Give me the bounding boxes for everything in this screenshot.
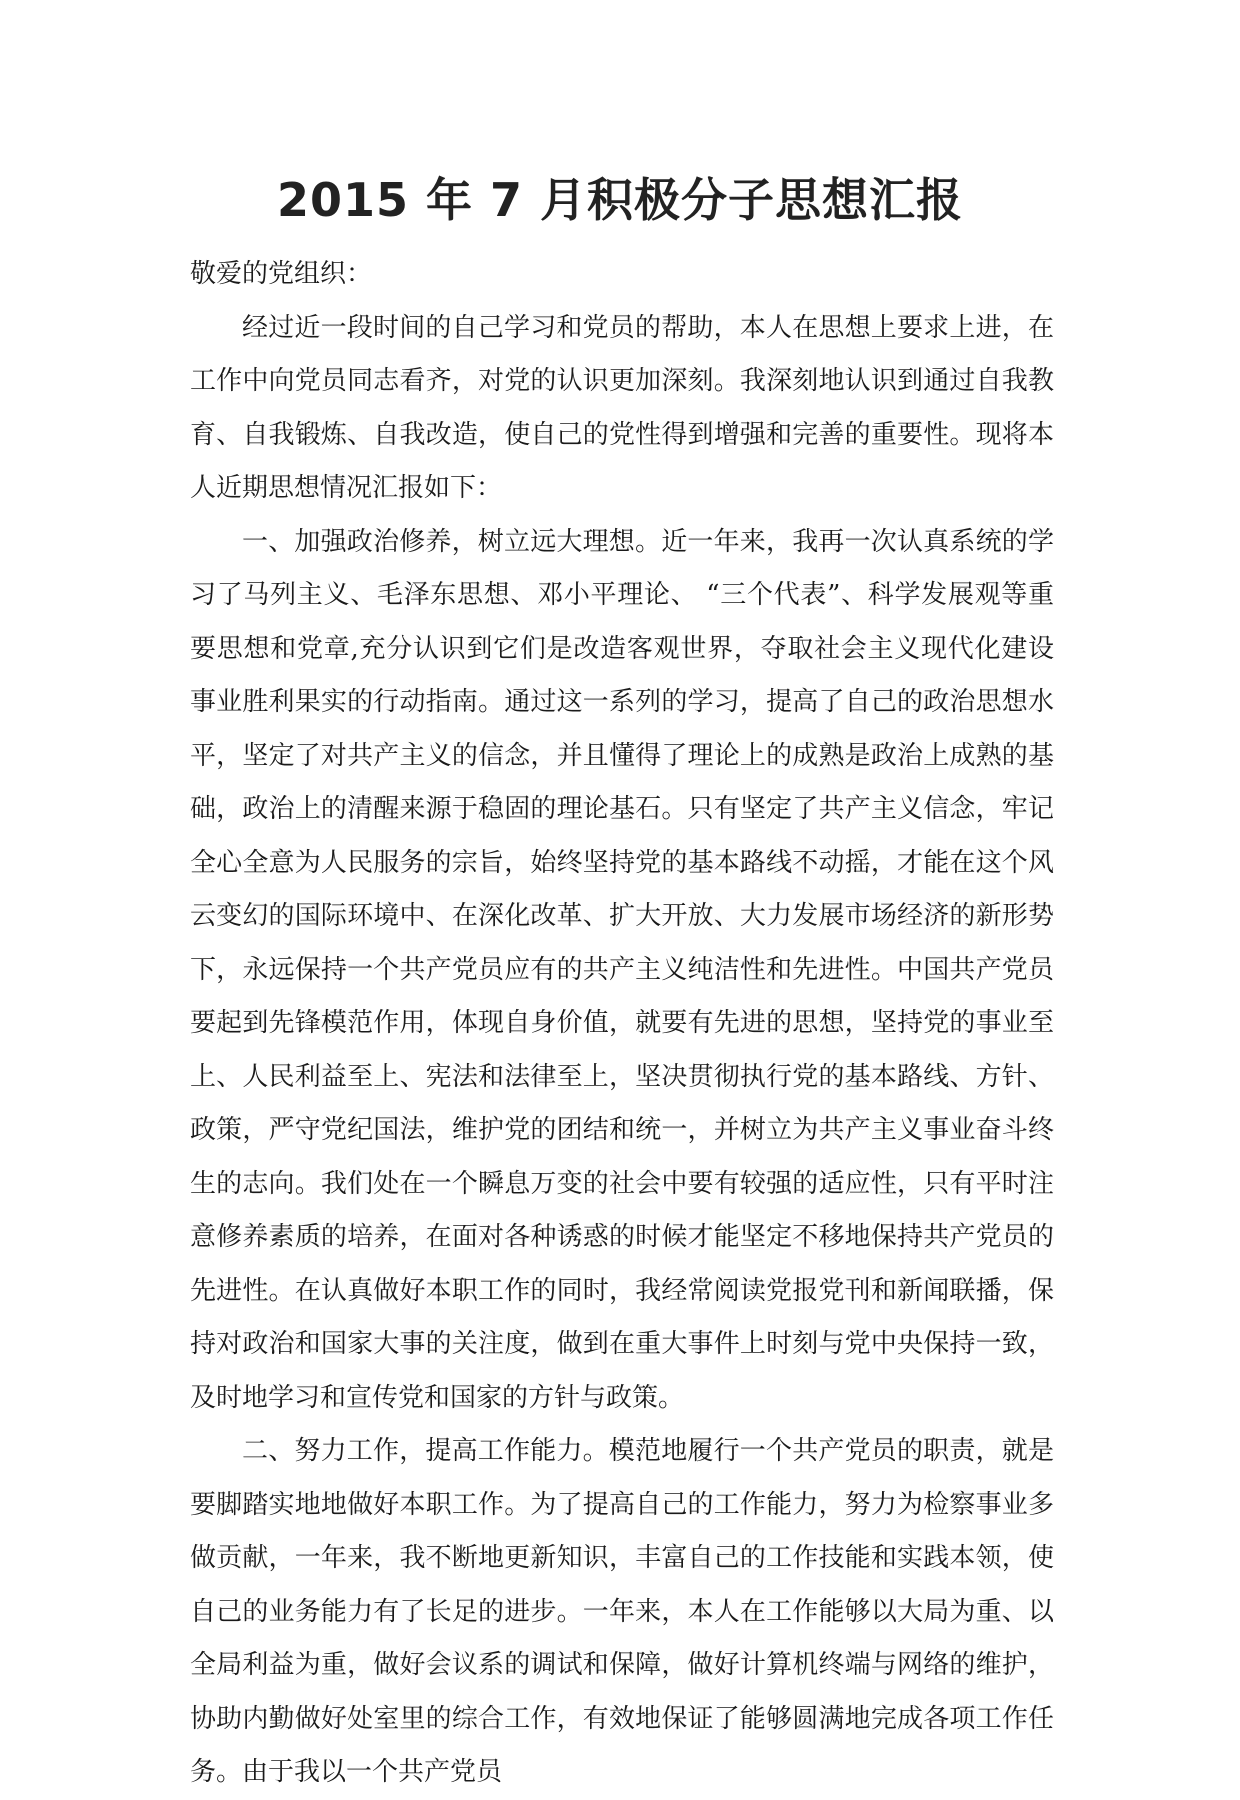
paragraph-intro: 经过近一段时间的自己学习和党员的帮助，本人在思想上要求上进，在工作中向党员同志看齐，对党的认识更加深刻。我深刻地认识到通过自我教育、自我锻炼、自我改造，使自己的党性得到增强和完善的重要性。现将本人近期思想情况汇报如下： [190, 312, 1054, 503]
paragraph-political-cultivation: 一、加强政治修养，树立远大理想。近一年来，我再一次认真系统的学习了马列主义、毛泽东思想、邓小平理论、 “三个代表”、科学发展观等重要思想和党章,充分认识到它们是改造客观世界，夺取社会主义现代化建设事业胜利果实的行动指南。通过这一系列的学习，提高了自己的政治思想水平，坚定了对共产主义的信念，并且懂得了理论上的成熟是政治上成熟的基础，政治上的清醒来源于稳固的理论基石。只有坚定了共产主义信念，牢记全心全意为人民服务的宗旨，始终坚持党的基本路线不动摇，才能在这个风云变幻的国际环境中、在深化改革、扩大开放、大力发展市场经济的新形势下，永远保持一个共产党员应有的共产主义纯洁性和先进性。中国共产党员要起到先锋模范作用，体现自身价值，就要有先进的思想，坚持党的事业至上、人民利益至上、宪法和法律至上，坚决贯彻执行党的基本路线、方针、政策，严守党纪国法，维护党的团结和统一，并树立为共产主义事业奋斗终生的志向。我们处在一个瞬息万变的社会中要有较强的适应性，只有平时注意修养素质的培养，在面对各种诱惑的时候才能坚定不移地保持共产党员的先进性。在认真做好本职工作的同时，我经常阅读党报党刊和新闻联播，保持对政治和国家大事的关注度，做到在重大事件上时刻与党中央保持一致，及时地学习和宣传党和国家的方针与政策。 [190, 526, 1054, 1413]
paragraph-work-ability: 二、努力工作，提高工作能力。模范地履行一个共产党员的职责，就是要脚踏实地地做好本职工作。为了提高自己的工作能力，努力为检察事业多做贡献，一年来，我不断地更新知识，丰富自己的工作技能和实践本领，使自己的业务能力有了长足的进步。一年来，本人在工作能够以大局为重、以全局利益为重，做好会议系的调试和保障，做好计算机终端与网络的维护，协助内勤做好处室里的综合工作，有效地保证了能够圆满地完成各项工作任务。由于我以一个共产党员 [190, 1436, 1054, 1787]
document-body [190, 248, 1054, 1800]
document-title: 2015 年 7 月积极分子思想汇报 [276, 173, 964, 227]
salutation: 敬爱的党组织： [190, 259, 373, 289]
